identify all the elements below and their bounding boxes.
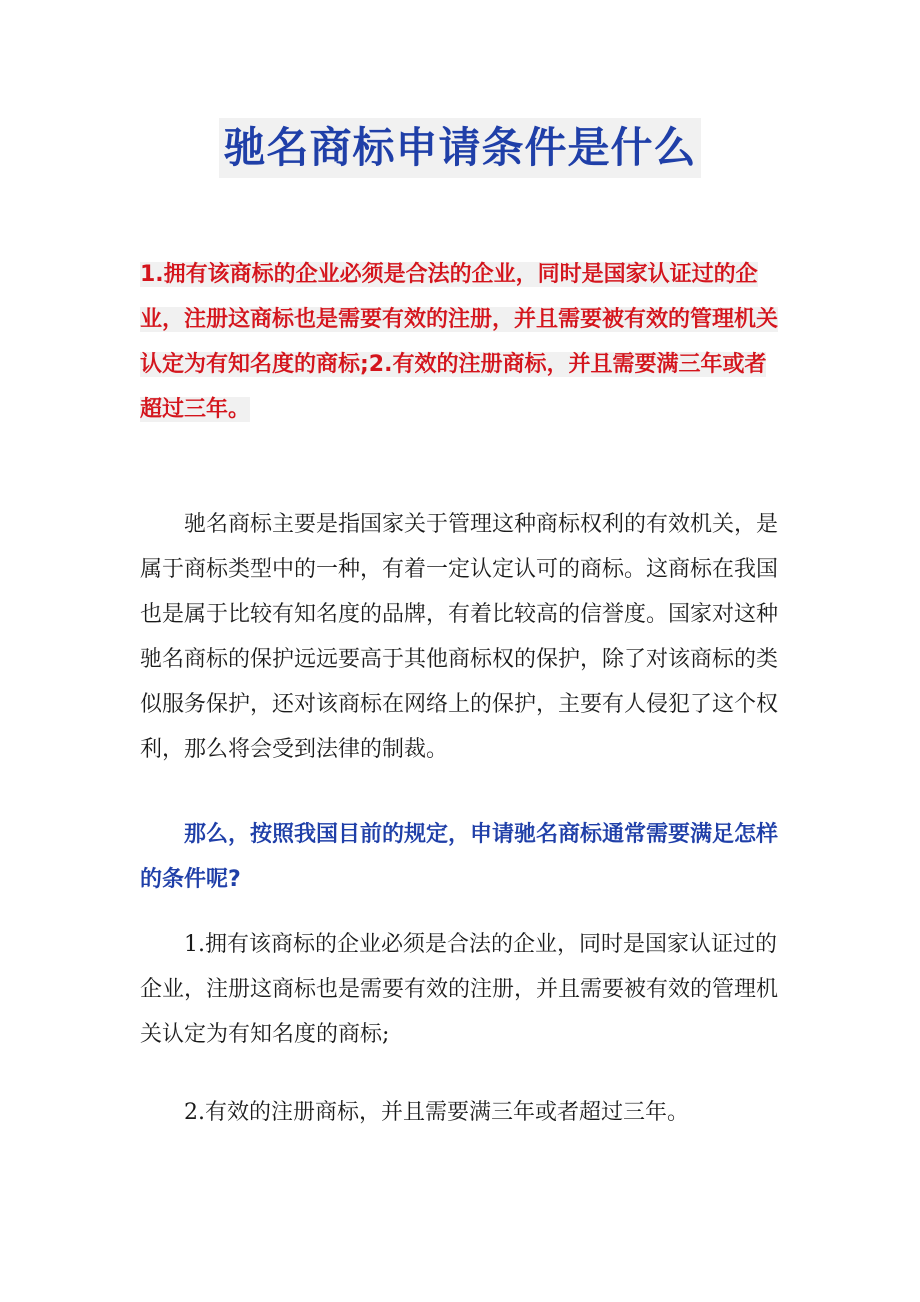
intro-paragraph: 驰名商标主要是指国家关于管理这种商标权利的有效机关，是属于商标类型中的一种，有着一定认定认可的商标。这商标在我国也是属于比较有知名度的品牌，有着比较高的信誉度。国家对这种驰名商标的保护远远要高于其他商标权的保护，除了对该商标的类似服务保护，还对该商标在网络上的保护，主要有人侵犯了这个权利，那么将会受到法律的制裁。	[140, 512, 779, 762]
title-container	[0, 118, 920, 178]
page-title: 驰名商标申请条件是什么	[219, 118, 700, 178]
condition-two-paragraph: 2.有效的注册商标，并且需要满三年或者超过三年。	[184, 1100, 689, 1125]
summary-text: 1.拥有该商标的企业必须是合法的企业，同时是国家认证过的企业，注册这商标也是需要有效的注册，并且需要被有效的管理机关认定为有知名度的商标;2.有效的注册商标，并且需要满三年或者超过三年。	[140, 262, 779, 422]
condition-one-paragraph: 1.拥有该商标的企业必须是合法的企业，同时是国家认证过的企业，注册这商标也是需要有效的注册，并且需要被有效的管理机关认定为有知名度的商标;	[140, 932, 779, 1047]
summary-paragraph	[140, 252, 782, 432]
question-heading: 那么，按照我国目前的规定，申请驰名商标通常需要满足怎样的条件呢?	[140, 822, 779, 892]
